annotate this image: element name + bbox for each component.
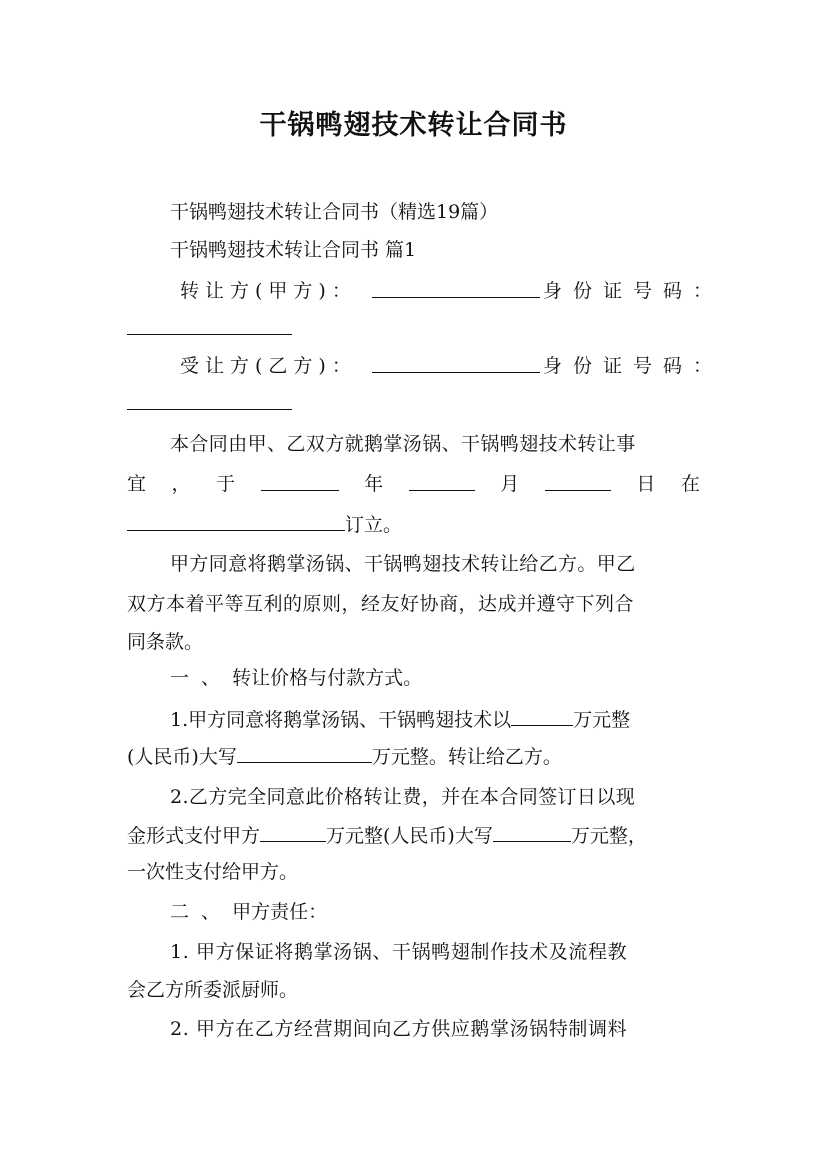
p2-line-1: 甲方同意将鹅掌汤锅、干锅鸭翅技术转让给乙方。甲乙 — [170, 553, 636, 575]
intro-line-3 — [127, 512, 402, 537]
intro-word: 月 — [500, 473, 520, 495]
s1-item-2-text: 万元整， — [570, 825, 647, 847]
s1-item-1-text: 万元整。转让给乙方。 — [371, 746, 562, 768]
s1-item-1-unit: 万元整 — [573, 709, 631, 731]
section-1-heading: 一 、 转让价格与付款方式。 — [170, 667, 423, 689]
intro-line-2 — [127, 472, 700, 497]
p2-line-3: 同条款。 — [127, 631, 204, 653]
intro-word: 年 — [364, 473, 384, 495]
s1-item-1-text: 1.甲方同意将鹅掌汤锅、干锅鸭翅技术以 — [170, 709, 512, 731]
s2-item-1-line-2: 会乙方所委派厨师。 — [127, 979, 299, 1001]
transferor-blank — [372, 279, 540, 304]
intro-word: ， — [171, 473, 191, 495]
intro-blank — [409, 472, 475, 497]
s1-item-2-text: 金形式支付甲方 — [127, 825, 261, 847]
s2-item-2-line-1: 2. 甲方在乙方经营期间向乙方供应鹅掌汤锅特制调料 — [170, 1018, 628, 1040]
intro-word: 在 — [680, 473, 700, 495]
document-title: 干锅鸭翅技术转让合同书 — [259, 110, 568, 141]
s1-item-1-line-1 — [170, 707, 630, 732]
s1-item-1-text: (人民币)大写 — [127, 746, 237, 768]
transferor-id-label: 身份证号码： — [543, 280, 724, 302]
section-heading: 干锅鸭翅技术转让合同书 篇1 — [170, 239, 417, 261]
intro-end: 订立。 — [345, 514, 403, 536]
transferor-label: 转让方(甲方)： — [180, 280, 357, 302]
intro-word: 于 — [216, 473, 236, 495]
s1-item-1-line-2 — [127, 744, 562, 769]
s1-item-2-line-2 — [127, 823, 647, 848]
intro-line-1: 本合同由甲、乙双方就鹅掌汤锅、干锅鸭翅技术转让事 — [170, 433, 636, 455]
s1-item-2-text: 万元整(人民币)大写 — [326, 825, 493, 847]
s1-item-2-line-3: 一次性支付给甲方。 — [127, 861, 299, 883]
transferee-blank — [372, 354, 540, 379]
transferor-id-blank — [127, 316, 292, 341]
transferee-label: 受让方(乙方)： — [180, 355, 357, 377]
transferee-id-blank — [127, 391, 292, 416]
document-subtitle: 干锅鸭翅技术转让合同书（精选19篇） — [170, 201, 499, 223]
intro-blank — [261, 472, 339, 497]
p2-line-2: 双方本着平等互利的原则，经友好协商，达成并遵守下列合 — [127, 593, 635, 615]
section-2-heading: 二 、 甲方责任： — [170, 901, 328, 923]
intro-word: 宜 — [127, 473, 147, 495]
transferee-id-label: 身份证号码： — [543, 355, 724, 377]
s2-item-1-line-1: 1. 甲方保证将鹅掌汤锅、干锅鸭翅制作技术及流程教 — [170, 941, 628, 963]
s1-item-2-line-1: 2.乙方完全同意此价格转让费，并在本合同签订日以现 — [170, 786, 636, 808]
intro-blank — [545, 472, 611, 497]
intro-word: 日 — [636, 473, 656, 495]
